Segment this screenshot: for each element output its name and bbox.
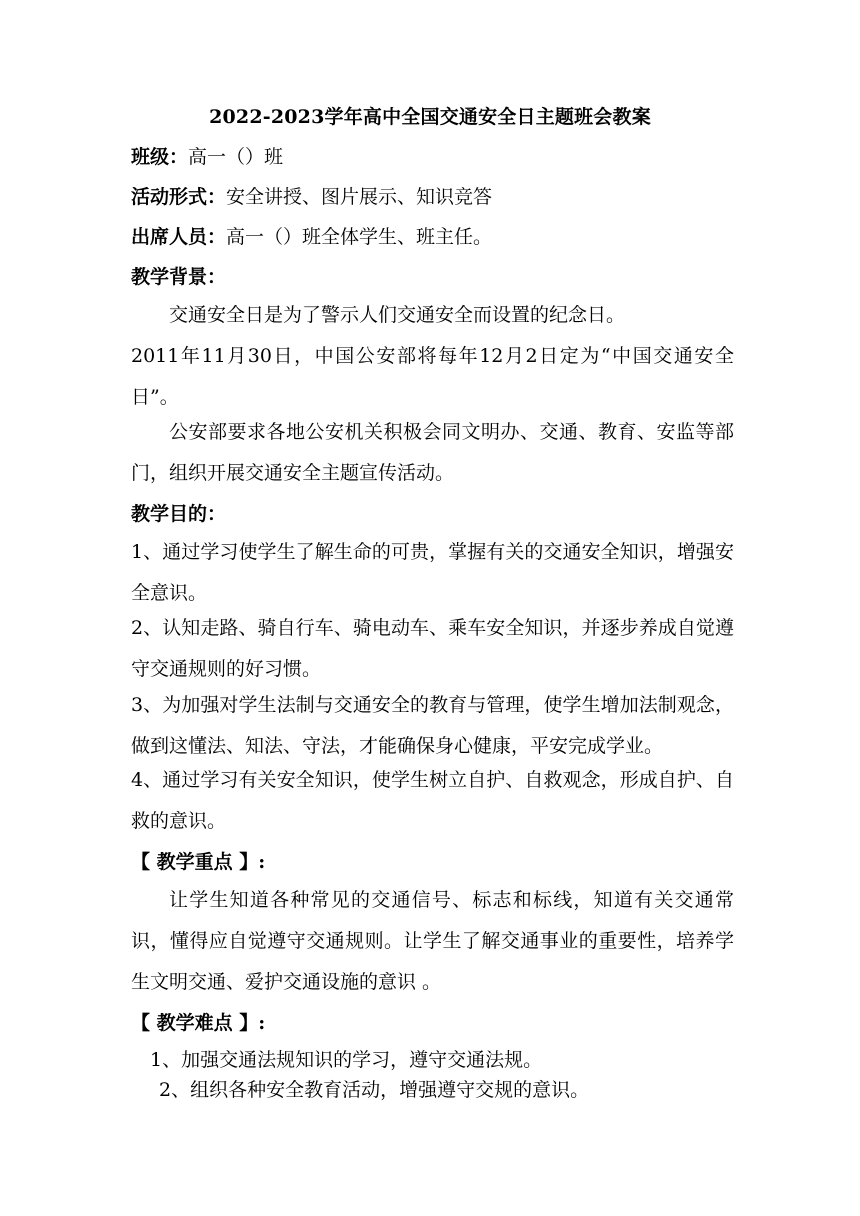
background-paragraph-3: 公安部要求各地公安机关积极会同文明办、交通、教育、安监等部门，组织开展交通安全主题宣传活动。 [131,421,734,484]
difficulties-heading: 【 教学难点 】: [131,1012,266,1034]
background-paragraph-1: 交通安全日是为了警示人们交通安全而设置的纪念日。 [169,304,626,326]
class-field [131,143,283,171]
class-value: 高一（）班 [188,146,284,168]
activity-field [131,183,492,211]
attendees-label: 出席人员： [131,226,227,248]
activity-value: 安全讲授、图片展示、知识竞答 [226,186,493,208]
attendees-field [131,223,492,251]
activity-label: 活动形式： [131,186,227,208]
background-paragraph-2: 2011年11月30日，中国公安部将每年12月2日定为“中国交通安全日”。 [131,345,734,408]
document-title: 2022-2023学年高中全国交通安全日主题班会教案 [209,106,651,128]
background-heading: 教学背景： [131,266,227,288]
attendees-value: 高一（）班全体学生、班主任。 [226,226,493,248]
objective-item-3: 3、为加强对学生法制与交通安全的教育与管理，使学生增加法制观念，做到这懂法、知法、守法，才能确保身心健康，平安完成学业。 [131,694,734,757]
difficulty-item-1: 1、加强交通法规知识的学习，遵守交通法规。 [150,1049,543,1071]
objective-item-2: 2、认知走路、骑自行车、骑电动车、乘车安全知识，并逐步养成自觉遵守交通规则的好习惯。 [131,617,734,680]
class-label: 班级： [131,146,189,168]
key-points-heading: 【 教学重点 】: [131,851,266,873]
objective-item-1: 1、通过学习使学生了解生命的可贵，掌握有关的交通安全知识，增强安全意识。 [131,541,734,604]
objective-item-4: 4、通过学习有关安全知识，使学生树立自护、自救观念，形成自护、自救的意识。 [131,769,734,832]
objectives-heading: 教学目的： [131,503,227,525]
key-points-paragraph: 让学生知道各种常见的交通信号、标志和标线，知道有关交通常识，懂得应自觉遵守交通规则。让学生了解交通事业的重要性，培养学生文明交通、爱护交通设施的意识 。 [131,889,734,993]
difficulty-item-2: 2、组织各种安全教育活动，增强遵守交规的意识。 [159,1079,590,1101]
